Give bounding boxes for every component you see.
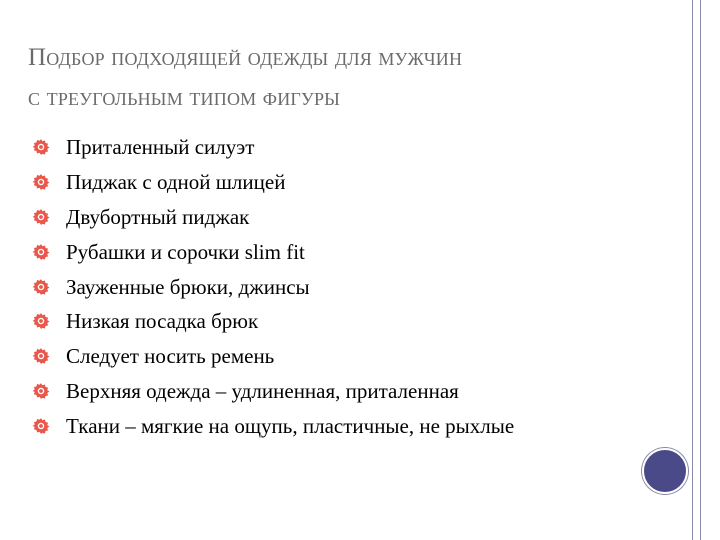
bullet-item bbox=[32, 412, 622, 440]
bullet-item bbox=[32, 377, 622, 405]
bullet-text: Низкая посадка брюк bbox=[66, 309, 259, 334]
frame-line-right bbox=[700, 0, 701, 540]
gear-icon bbox=[32, 173, 50, 191]
bullet-text: Приталенный силуэт bbox=[66, 135, 255, 159]
bullet-item bbox=[32, 342, 622, 370]
gear-icon bbox=[32, 312, 50, 330]
bullet-text: Рубашки и сорочки slim fit bbox=[66, 239, 305, 264]
bullet-item bbox=[32, 133, 622, 161]
bullet-text: Верхняя одежда – удлиненная, приталенная bbox=[66, 379, 459, 404]
gear-icon bbox=[32, 347, 50, 365]
title-line-1: Подбор подходящей одежды для мужчин bbox=[28, 44, 463, 71]
gear-icon bbox=[32, 382, 50, 400]
bullet-item bbox=[32, 238, 622, 266]
bullet-item bbox=[32, 307, 622, 335]
bullet-text: Ткани – мягкие на ощупь, пластичные, не рыхлые bbox=[66, 414, 515, 439]
gear-icon bbox=[32, 243, 50, 261]
gear-icon bbox=[32, 138, 50, 156]
bullet-item bbox=[32, 203, 622, 231]
bullet-list bbox=[32, 133, 622, 447]
frame-line-left bbox=[692, 0, 693, 540]
gear-icon bbox=[32, 208, 50, 226]
decorative-circle bbox=[642, 448, 688, 494]
bullet-text: Пиджак с одной шлицей bbox=[66, 169, 286, 194]
gear-icon bbox=[32, 278, 50, 296]
title-line-2: с треугольным типом фигуры bbox=[28, 84, 341, 111]
bullet-text: Зауженные брюки, джинсы bbox=[66, 274, 310, 299]
bullet-item bbox=[32, 273, 622, 301]
bullet-text: Двубортный пиджак bbox=[66, 204, 250, 229]
slide-title bbox=[28, 38, 668, 118]
bullet-text: Следует носить ремень bbox=[66, 344, 275, 369]
gear-icon bbox=[32, 417, 50, 435]
bullet-item bbox=[32, 168, 622, 196]
